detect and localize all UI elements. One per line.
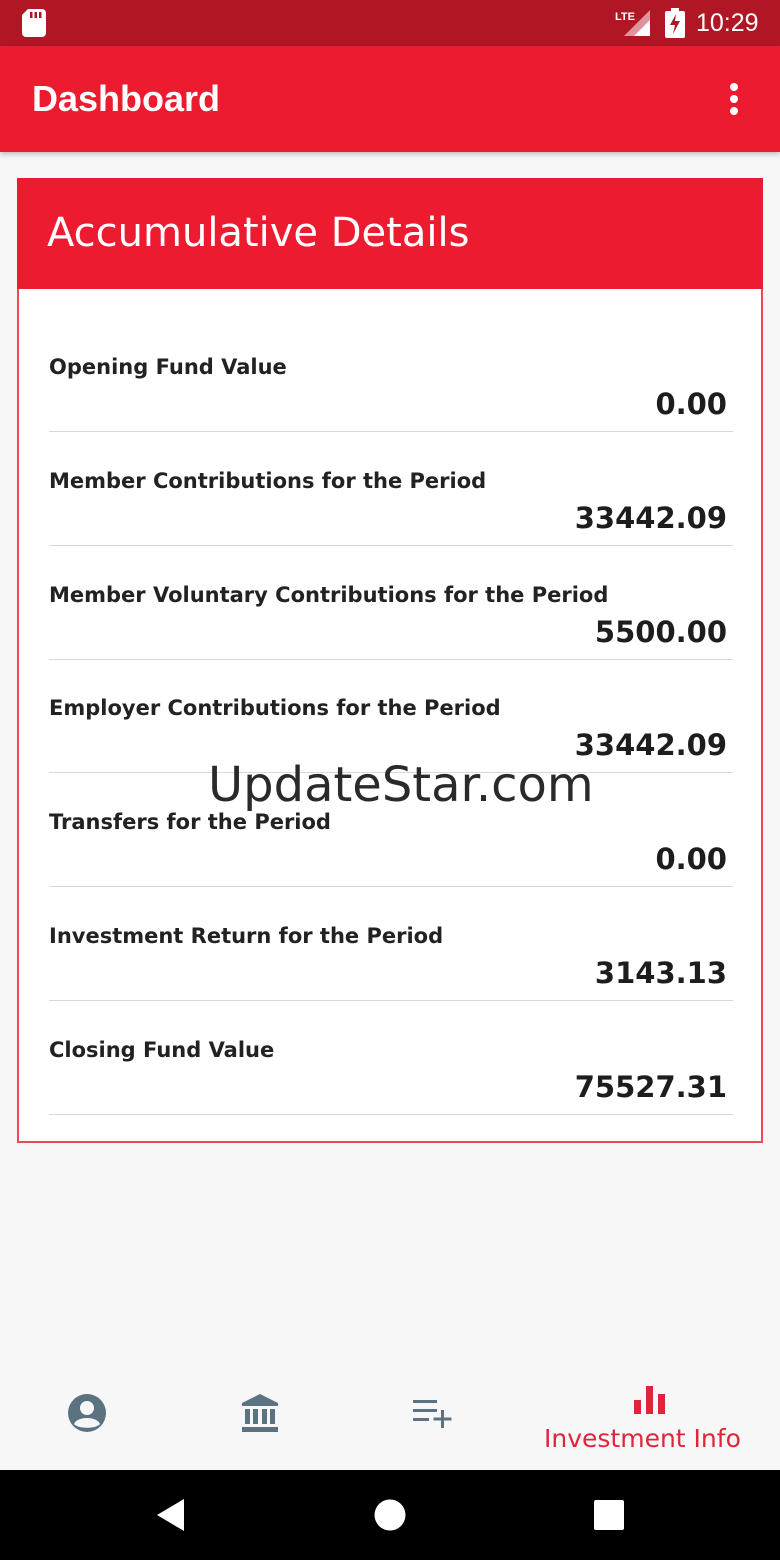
detail-value: 75527.31 (574, 1070, 727, 1104)
accumulative-details-card (17, 178, 763, 1143)
nav-item-profile[interactable] (20, 1362, 154, 1470)
detail-label: Member Voluntary Contributions for the Period (49, 583, 609, 607)
status-bar (0, 0, 780, 46)
page-title: Dashboard (32, 78, 221, 119)
detail-label: Opening Fund Value (49, 355, 287, 379)
detail-value: 0.00 (655, 842, 727, 876)
detail-row-member-contributions (49, 432, 733, 546)
account-circle-icon (67, 1393, 107, 1433)
detail-row-member-voluntary (49, 546, 733, 660)
nav-label-investment-info: Investment Info (544, 1424, 741, 1453)
card-header (17, 178, 763, 289)
detail-row-closing-fund (49, 1001, 733, 1115)
detail-value: 33442.09 (574, 728, 727, 762)
detail-value: 0.00 (655, 387, 727, 421)
card-title: Accumulative Details (47, 210, 470, 256)
bottom-navigation (0, 1362, 780, 1470)
bank-icon (240, 1393, 280, 1433)
svg-text:LTE: LTE (615, 11, 635, 23)
more-vert-icon[interactable] (718, 76, 750, 122)
detail-label: Employer Contributions for the Period (49, 696, 501, 720)
status-time: 10:29 (696, 9, 759, 37)
detail-row-investment-return (49, 887, 733, 1001)
battery-charging-icon (665, 8, 685, 38)
bar-chart-icon (633, 1384, 667, 1416)
detail-value: 5500.00 (594, 615, 727, 649)
system-navigation-bar (0, 1470, 780, 1560)
detail-label: Transfers for the Period (49, 810, 331, 834)
home-icon[interactable] (374, 1499, 406, 1531)
detail-label: Member Contributions for the Period (49, 469, 487, 493)
nav-item-add[interactable] (366, 1362, 500, 1470)
detail-label: Investment Return for the Period (49, 924, 444, 948)
watermark: UpdateStar.com (208, 757, 594, 813)
sd-card-icon (22, 9, 46, 37)
nav-item-bank[interactable] (194, 1362, 328, 1470)
lte-signal-icon (614, 8, 652, 38)
detail-value: 33442.09 (574, 501, 727, 535)
recents-icon[interactable] (594, 1500, 624, 1530)
app-bar (0, 46, 780, 152)
detail-row-opening-fund (49, 318, 733, 432)
back-icon[interactable] (156, 1498, 186, 1532)
detail-label: Closing Fund Value (49, 1038, 275, 1062)
detail-value: 3143.13 (594, 956, 727, 990)
playlist-add-icon (413, 1398, 453, 1430)
